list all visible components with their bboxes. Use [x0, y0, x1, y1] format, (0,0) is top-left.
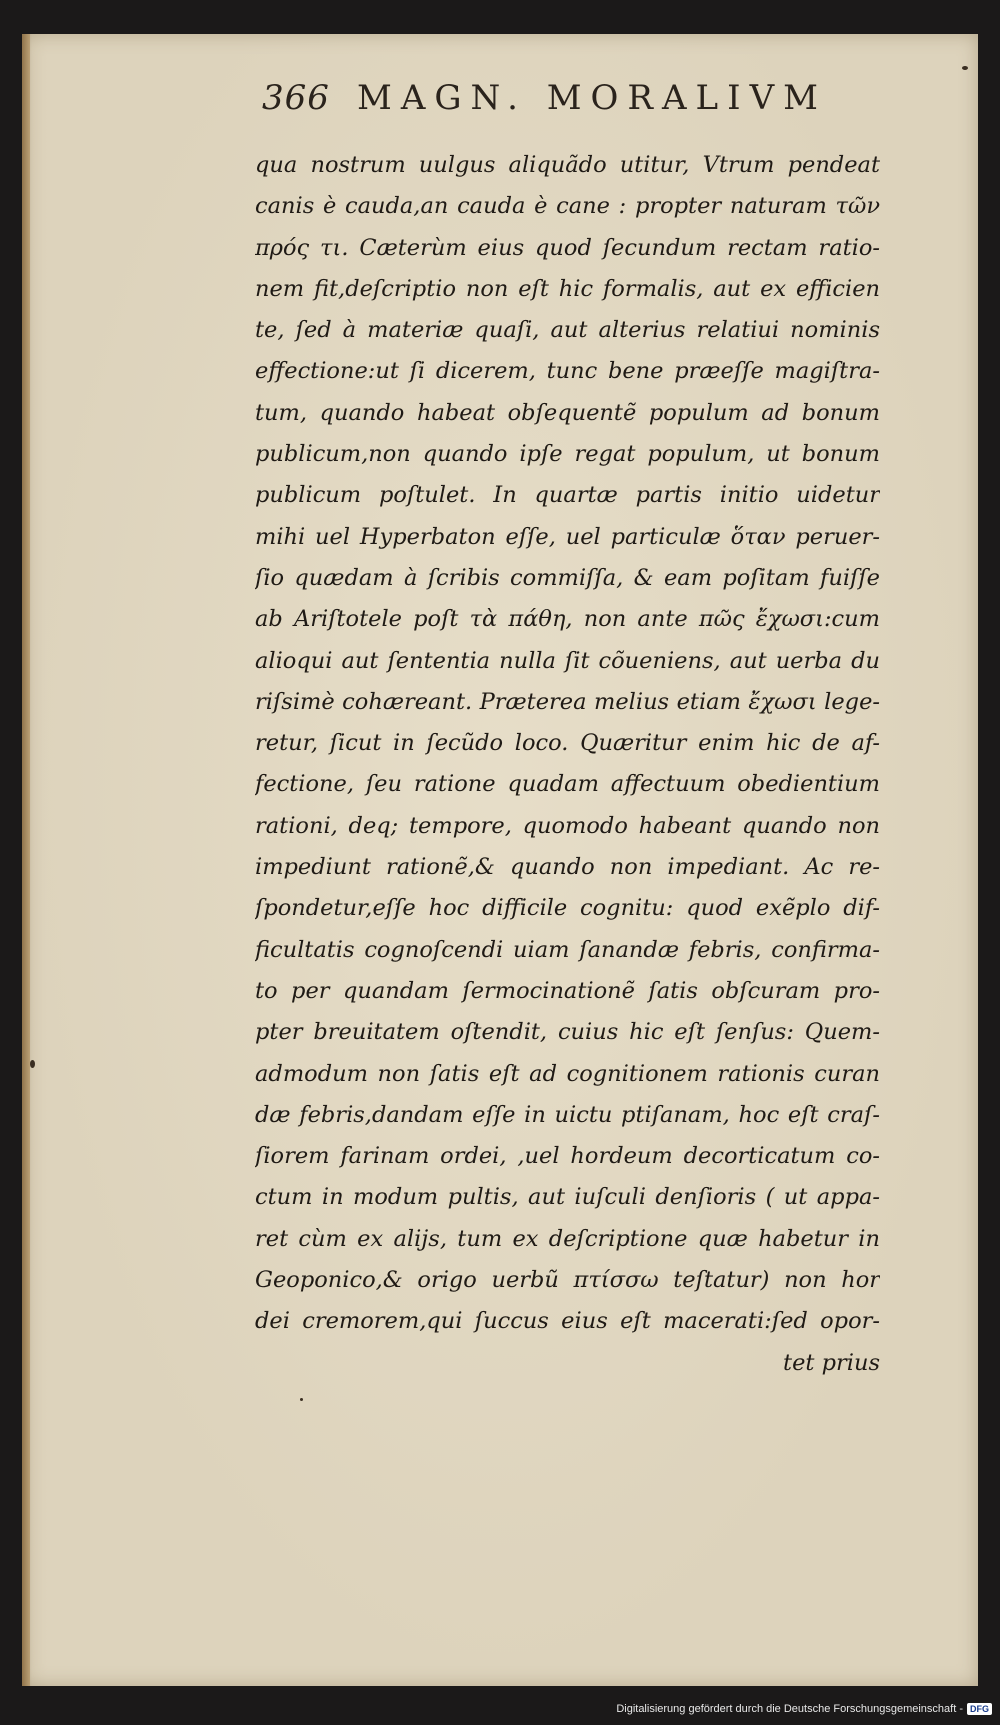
text-line: rationi, deq; tempore, quomodo habeant quando non: [255, 812, 880, 839]
text-line: ctum in modum pultis, aut iuſculi denſioris ( ut appa-: [255, 1184, 880, 1211]
text-line: πρός τι. Cæterùm eius quod ſecundum rectam ratio-: [255, 234, 880, 261]
text-line: admodum non ſatis eſt ad cognitionem rationis curan: [255, 1060, 880, 1087]
text-line: effectione:ut ſi dicerem, tunc bene præeſſe magiſtra-: [255, 358, 880, 385]
text-line: canis è cauda,an cauda è cane : propter naturam τῶν: [255, 193, 880, 220]
page-number: 366: [262, 78, 330, 118]
text-line: qua nostrum uulgus aliquãdo utitur, Vtrum pendeat: [255, 152, 880, 178]
text-line: dei cremorem,qui ſuccus eius eſt macerati:ſed opor-: [255, 1308, 880, 1335]
text-line: pter breuitatem oſtendit, cuius hic eſt ſenſus: Quem-: [255, 1019, 880, 1046]
text-line: dæ febris,dandam eſſe in uictu ptiſanam, hoc eſt craſ-: [255, 1101, 880, 1128]
page-gutter-shadow: [22, 34, 30, 1686]
text-line: to per quandam ſermocinationẽ ſatis obſcuram pro-: [255, 977, 880, 1004]
text-line: ſio quædam à ſcribis commiſſa, & eam poſitam fuiſſe: [255, 564, 880, 591]
credit-text: Digitalisierung gefördert durch die Deutsche Forschungsgemeinschaft -: [616, 1703, 963, 1715]
ink-speck: [30, 1060, 35, 1068]
text-line: tet prius: [783, 1349, 880, 1376]
text-line: mihi uel Hyperbaton eſſe, uel particulæ ὅταν peruer-: [255, 523, 880, 550]
text-line: Geoponico,& origo uerbũ πτίσσω teſtatur) non hor: [255, 1267, 880, 1294]
text-line: te, ſed à materiæ quaſi, aut alterius relatiui nominis: [255, 317, 880, 344]
text-line: alioqui aut ſententia nulla ſit cõueniens, aut uerba du: [255, 647, 880, 674]
body-text: [255, 145, 880, 1384]
digitization-credit: [616, 1699, 992, 1719]
page-header: [262, 78, 902, 128]
text-line: fectione, ſeu ratione quadam affectuum obedientium: [255, 771, 880, 798]
text-line: ret cùm ex alijs, tum ex deſcriptione quæ habetur in: [255, 1225, 880, 1252]
ink-speck: [300, 1398, 303, 1401]
dfg-logo: DFG: [967, 1703, 992, 1715]
ink-speck: [962, 66, 968, 70]
text-line: ſpondetur,eſſe hoc difficile cognitu: quod exẽplo dif-: [255, 895, 880, 922]
text-line: riſsimè cohæreant. Præterea melius etiam ἔχωσι lege-: [255, 688, 880, 715]
text-line: retur, ſicut in ſecũdo loco. Quæritur enim hic de af-: [255, 730, 880, 757]
text-line: nem fit,deſcriptio non eſt hic formalis, aut ex efficien: [255, 275, 880, 302]
running-title: MAGN. MORALIVM: [357, 78, 827, 118]
text-line: impediunt rationẽ,& quando non impediant. Ac re-: [255, 854, 880, 881]
text-line: ab Ariſtotele poſt τὰ πάθη, non ante πῶς ἔχωσι:cum: [255, 606, 880, 633]
text-line: publicum poſtulet. In quartæ partis initio uidetur: [255, 482, 880, 509]
text-line: tum, quando habeat obſequentẽ populum ad bonum: [255, 399, 880, 426]
text-line: ficultatis cognoſcendi uiam ſanandæ febris, confirma-: [255, 936, 880, 963]
text-line: publicum,non quando ipſe regat populum, ut bonum: [255, 441, 880, 468]
text-line: ſiorem farinam ordei, ,uel hordeum decorticatum co-: [255, 1143, 880, 1170]
